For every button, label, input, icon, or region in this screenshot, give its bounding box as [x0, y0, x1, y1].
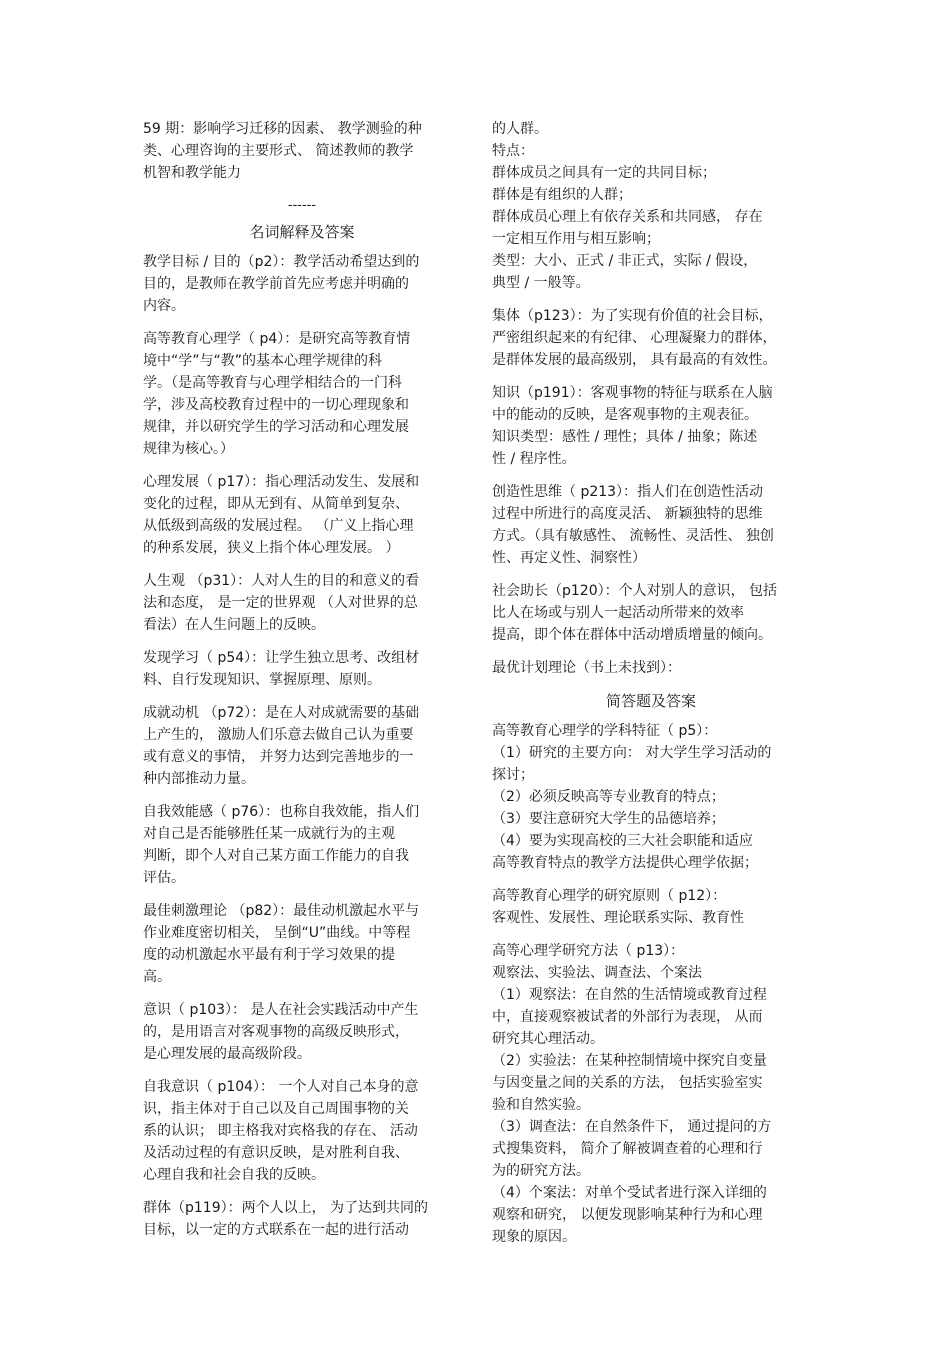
right-column: [492, 118, 810, 1248]
term-entry: 高等教育心理学（ p4）：是研究高等教育情 境中“学”与“教”的基本心理学规律的科 学。（是高等教育与心理学相结合的一门科 学，涉及高校教育过程中的一切心理现象和 规律，并以研究学生的学习活动和心理发展 规律为核心。）: [143, 331, 411, 457]
term-entry: 自我效能感（ p76）：也称自我效能，指人们 对自己是否能够胜任某一成就行为的主观 判断，即个人对自己某方面工作能力的自我 评估。: [143, 804, 420, 886]
term-entry: 最优计划理论（书上未找到）：: [492, 660, 681, 676]
section-title-answers: 简答题及答案: [605, 692, 696, 710]
term-entry: 教学目标 / 目的（p2）：教学活动希望达到的 目的，是教师在教学前首先应考虑并明确的 内容。: [143, 254, 420, 314]
answer-entry: 高等心理学研究方法（ p13）： 观察法、实验法、调查法、个案法 （1）观察法：在自然的生活情境或教育过程 中，直接观察被试者的外部行为表现， 从而 研究其心理活动。 （2）实验法：在某种控制情境中探究自变量 与因变量之间的关系的方法， 包括实验室实 验和自然实验。 （3）调查法：在自然条件下， 通过提问的方 式搜集资料， 简介了解被调查着的心理和行 为的研究方法。 （4）个案法：对单个受试者进行深入详细的 观察和研究， 以便发现影响某种行为和心理 现象的原因。: [492, 943, 772, 1245]
term-entry: 最佳刺激理论 （p82）：最佳动机激起水平与 作业难度密切相关， 呈倒“U”曲线。中等程 度的动机激起水平最有利于学习效果的提 高。: [143, 903, 420, 985]
term-entry: 意识（ p103）： 是人在社会实践活动中产生 的，是用语言对客观事物的高级反映形式， 是心理发展的最高级阶段。: [143, 1002, 419, 1062]
term-entry: 心理发展（ p17）：指心理活动发生、发展和 变化的过程，即从无到有、从简单到复杂、 从低级到高级的发展过程。 （广义上指心理 的种系发展，狭义上指个体心理发展。 ）: [143, 474, 420, 556]
answer-entry: 高等教育心理学的学科特征（ p5）： （1）研究的主要方向： 对大学生学习活动的 探讨； （2）必须反映高等专业教育的特点； （3）要注意研究大学生的品德培养； （4）要为实现高校的三大社会职能和适应 高等教育特点的教学方法提供心理学依据；: [492, 723, 772, 871]
term-entry: 自我意识（ p104）： 一个人对自己本身的意 识，指主体对于自己以及自己周围事物的关 系的认识； 即主格我对宾格我的存在、 活动 及活动过程的有意识反映，是对胜利自我、 心理自我和社会自我的反映。: [143, 1079, 419, 1183]
answer-entry: 高等教育心理学的研究原则（ p12）： 客观性、发展性、理论联系实际、教育性: [492, 888, 744, 926]
term-entry: 创造性思维（ p213）：指人们在创造性活动 过程中所进行的高度灵活、 新颖独特的思维 方式。（具有敏感性、 流畅性、灵活性、 独创 性、再定义性、洞察性）: [492, 484, 774, 566]
issue-intro: 59 期：影响学习迁移的因素、 教学测验的种 类、心理咨询的主要形式、 简述教师的教学 机智和教学能力: [143, 121, 422, 181]
term-entry: 群体（p119）：两个人以上， 为了达到共同的 目标，以一定的方式联系在一起的进行活动: [143, 1200, 429, 1238]
separator: ------: [287, 198, 317, 213]
term-entry: 集体（p123）：为了实现有价值的社会目标， 严密组织起来的有纪律、 心理凝聚力的群体， 是群体发展的最高级别， 具有最高的有效性。: [492, 308, 777, 368]
term-entry: 成就动机 （p72）：是在人对成就需要的基础 上产生的， 激励人们乐意去做自己认为重要 或有意义的事情， 并努力达到完善地步的一 种内部推动力量。: [143, 705, 420, 787]
group-continuation: 的人群。 特点： 群体成员之间具有一定的共同目标； 群体是有组织的人群； 群体成员心理上有依存关系和共同感， 存在 一定相互作用与相互影响； 类型：大小、正式 / 非正式，实际 / 假设， 典型 / 一般等。: [492, 121, 763, 291]
term-entry: 发现学习（ p54）：让学生独立思考、改组材 料、自行发现知识、掌握原理、原则。: [143, 650, 420, 688]
term-entry: 知识（p191）：客观事物的特征与联系在人脑 中的能动的反映，是客观事物的主观表征。 知识类型：感性 / 理性；具体 / 抽象；陈述 性 / 程序性。: [492, 385, 773, 467]
term-entry: 人生观 （p31）：人对人生的目的和意义的看 法和态度， 是一定的世界观 （人对世界的总 看法）在人生问题上的反映。: [143, 573, 420, 633]
left-column: [143, 118, 461, 1241]
term-entry: 社会助长（p120）：个人对别人的意识， 包括 比人在场或与别人一起活动所带来的效率 提高，即个体在群体中活动增质增量的倾向。: [492, 583, 778, 643]
section-title-terms: 名词解释及答案: [249, 223, 355, 241]
